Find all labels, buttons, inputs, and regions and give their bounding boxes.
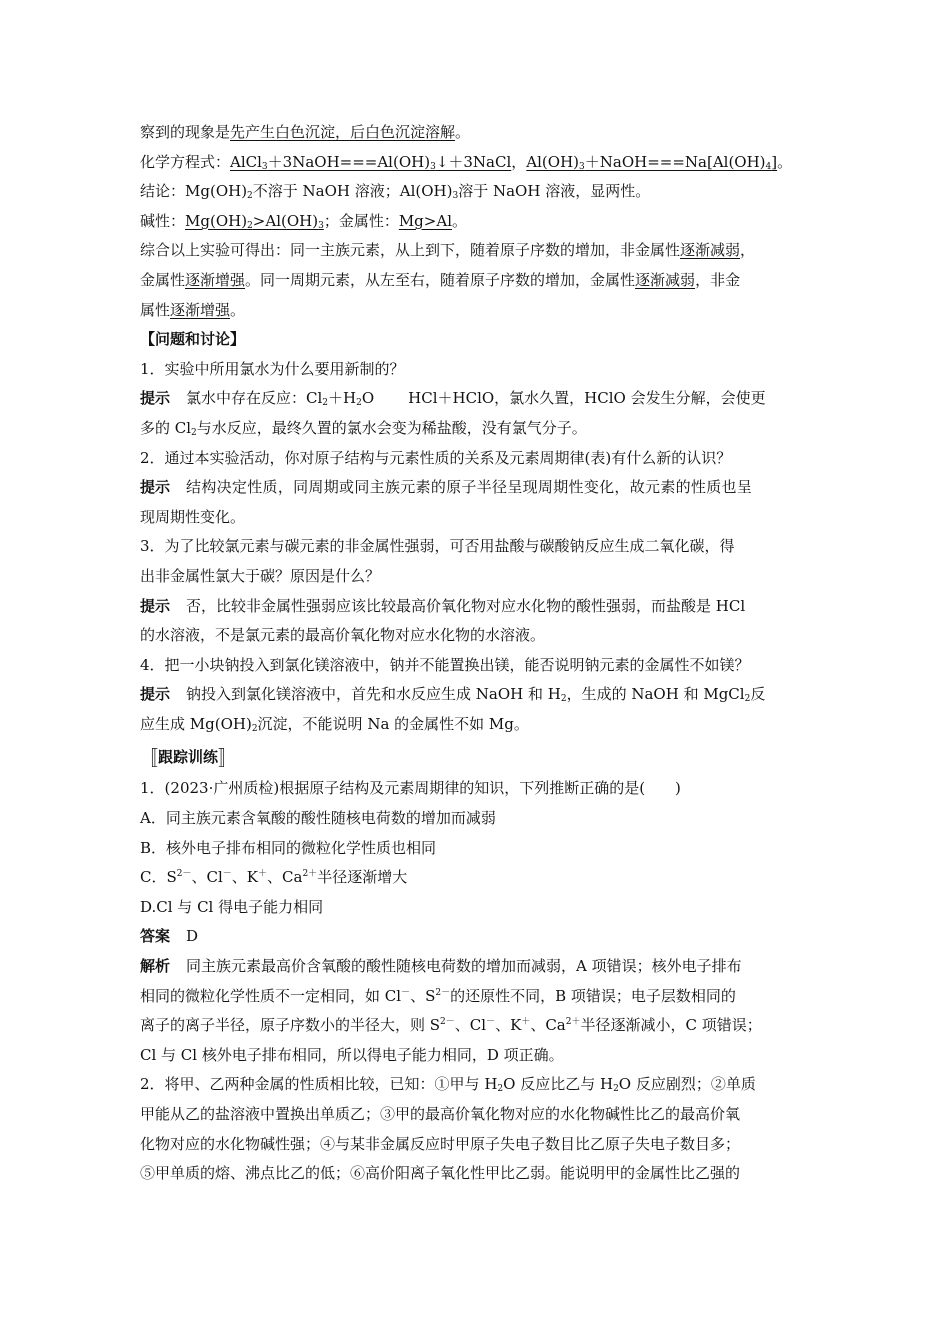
summary-line-2: 金属性逐渐增强。同一周期元素，从左至右，随着原子序数的增加，金属性逐渐减弱，非金: [140, 270, 741, 289]
option-c: C．$S^{2-}$、Cl－、K＋、$Ca^{2+}$半径逐渐增大: [140, 868, 408, 887]
question-4: 4．把一小块钠投入到氯化镁溶液中，钠并不能置换出镁，能否说明钠元素的金属性不如镁？: [140, 655, 750, 674]
hint-label: 提示: [140, 478, 171, 497]
answer-blank: Mg>Al: [398, 211, 452, 230]
hint-2: 提示 结构决定性质，同周期或同主族元素的原子半径呈现周期性变化，故元素的性质也呈: [140, 478, 753, 497]
answer-blank: 逐渐减弱: [635, 270, 696, 289]
answer-blank: $Mg(OH)_2>Al(OH)_3$: [185, 211, 324, 231]
summary-line-1: 综合以上实验可得出：同一主族元素，从上到下，随着原子序数的增加，非金属性逐渐减弱，: [140, 241, 756, 260]
conclusion-line: 结论：$Mg(OH)_2$不溶于 NaOH 溶液；$Al(OH)_3$溶于 NaOH 溶液，显两性。: [140, 182, 651, 202]
answer-blank: 逐渐增强: [185, 270, 246, 289]
bracket-right-icon: 〛: [218, 745, 239, 770]
question-2: 2．通过本实验活动，你对原子结构与元素性质的关系及元素周期律(表)有什么新的认识？: [140, 448, 732, 467]
answer-line: [140, 922, 812, 952]
phenomenon-line: [140, 118, 812, 148]
option-d: D.Cl 与 Cl 得电子能力相同: [140, 897, 324, 916]
text: 。: [455, 123, 471, 141]
training-title: 跟踪训练: [158, 748, 219, 767]
text: 察到的现象是: [140, 123, 231, 141]
bracket-left-icon: 〚: [138, 745, 158, 770]
training-q1-stem: 1．(2023·广州质检)根据原子结构及元素周期律的知识，下列推断正确的是( ): [140, 779, 681, 798]
question-3-cont: 出非金属性氯大于碳？原因是什么？: [140, 566, 381, 585]
answer-value: D: [186, 927, 199, 946]
analysis-line-1: 解析 同主族元素最高价含氧酸的酸性随核电荷数的增加而减弱，A 项错误；核外电子排布: [140, 957, 742, 976]
hint-4-cont: 应生成 $Mg(OH)_2$沉淀，不能说明 Na 的金属性不如 Mg。: [140, 714, 529, 734]
discussion-heading: 【问题和讨论】: [140, 330, 246, 349]
training-q2-line-3: 化物对应的水化物碱性强；④与某非金属反应时甲原子失电子数目比乙原子失电子数目多；: [140, 1134, 741, 1153]
document-page: [140, 118, 812, 1189]
training-q2-line-1: 2．将甲、乙两种金属的性质相比较，已知：①甲与 $H_2O$ 反应比乙与 $H_2O$ 反应剧烈；②单质: [140, 1075, 756, 1095]
equation-2: $Al(OH)_3+NaOH===Na[Al(OH)_4]$: [526, 152, 778, 172]
training-q2-line-4: ⑤甲单质的熔、沸点比乙的低；⑥高价阳离子氧化性甲比乙弱。能说明甲的金属性比乙强的: [140, 1164, 741, 1183]
basicity-line: 碱性：$Mg(OH)_2>Al(OH)_3$；金属性：Mg>Al。: [140, 211, 468, 231]
equation-line: 化学方程式：$AlCl_3+3NaOH===Al(OH)_3↓+3NaCl$，$Al(OH)_3+NaOH===Na[Al(OH)_4]$。: [140, 152, 793, 172]
hint-1: 提示 氯水中存在反应：$Cl_2+H_2O$ HCl＋HClO，氯水久置，HClO 会发生分解，会使更: [140, 389, 766, 409]
analysis-line-4: Cl 与 Cl 核外电子排布相同，所以得电子能力相同，D 项正确。: [140, 1045, 564, 1064]
answer-label: 答案: [140, 927, 171, 946]
option-a: A．同主族元素含氧酸的酸性随核电荷数的增加而减弱: [140, 809, 496, 828]
hint-3: 提示 否，比较非金属性强弱应该比较最高价氧化物对应水化物的酸性强弱，而盐酸是 HCl: [140, 596, 746, 615]
hint-label: 提示: [140, 685, 171, 704]
hint-2-cont: 现周期性变化。: [140, 507, 246, 526]
hint-3-cont: 的水溶液，不是氯元素的最高价氧化物对应水化物的水溶液。: [140, 626, 546, 645]
answer-blank: 逐渐增强: [170, 300, 231, 319]
hint-4: 提示 钠投入到氯化镁溶液中，首先和水反应生成 NaOH 和 $H_2$，生成的 NaOH 和 MgCl$_2$反: [140, 685, 766, 705]
summary-line-3: 属性逐渐增强。: [140, 300, 246, 319]
analysis-line-3: 离子的离子半径，原子序数小的半径大，则 $S^{2-}$、Cl－、K＋、$Ca^{2+}$半径逐渐减小，C 项错误；: [140, 1016, 762, 1035]
question-1: 1．实验中所用氯水为什么要用新制的？: [140, 359, 405, 378]
training-q2-line-2: 甲能从乙的盐溶液中置换出单质乙；③甲的最高价氧化物对应的水化物碱性比乙的最高价氧: [140, 1105, 741, 1123]
analysis-line-2: 相同的微粒化学性质不一定相同，如 Cl－、$S^{2-}$的还原性不同，B 项错误；电子层数相同的: [140, 986, 736, 1005]
analysis-label: 解析: [140, 957, 171, 976]
hint-1-cont: 多的 $Cl_2$与水反应，最终久置的氯水会变为稀盐酸，没有氯气分子。: [140, 418, 587, 438]
answer-blank: 逐渐减弱: [680, 241, 741, 260]
hint-label: 提示: [140, 389, 171, 408]
equation-1: $AlCl_3+3NaOH===Al(OH)_3↓+3NaCl$: [230, 152, 512, 172]
question-3: 3．为了比较氯元素与碳元素的非金属性强弱，可否用盐酸与碳酸钠反应生成二氧化碳，得: [140, 537, 735, 556]
answer-blank: 先产生白色沉淀，后白色沉淀溶解: [230, 123, 456, 141]
hint-label: 提示: [140, 596, 171, 615]
text: 化学方程式：: [140, 152, 231, 171]
option-b: B．核外电子排布相同的微粒化学性质也相同: [140, 838, 437, 857]
training-heading: [138, 741, 812, 774]
